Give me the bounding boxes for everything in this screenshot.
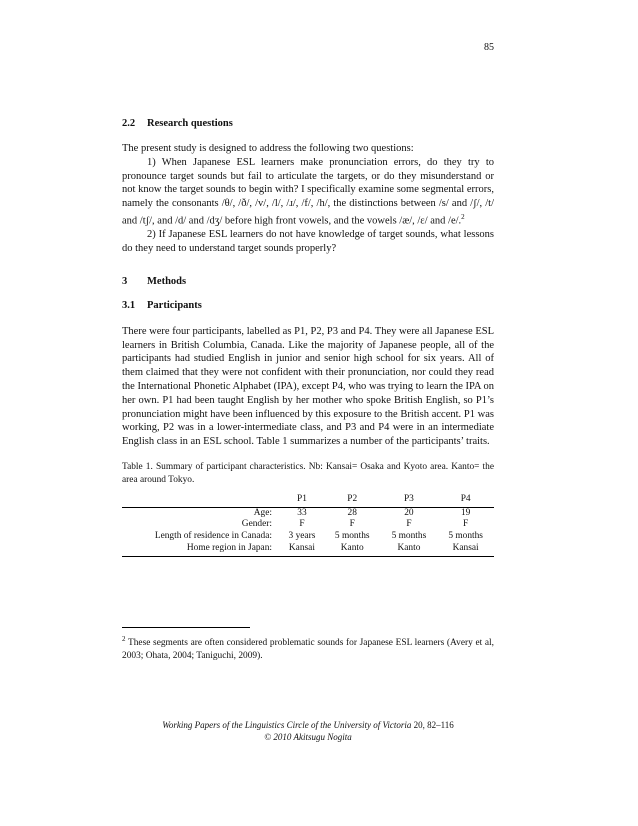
section-number: 2.2 xyxy=(122,118,136,129)
journal-citation xyxy=(122,720,494,732)
column-header: P1 xyxy=(280,494,324,507)
table-cell: F xyxy=(349,519,355,530)
rq-question-1 xyxy=(122,156,494,228)
footnote-mark: 2 xyxy=(122,635,126,643)
section-number: 3.1 xyxy=(122,299,136,311)
table-cell: F xyxy=(299,519,305,530)
page-number: 85 xyxy=(484,42,494,53)
table-cell: 20 xyxy=(404,507,414,518)
copyright-line: © 2010 Akitsugu Nogita xyxy=(264,732,352,742)
heading-participants xyxy=(122,300,494,311)
participant-table xyxy=(122,494,494,557)
table-cell: 5 months xyxy=(448,531,483,542)
rq-intro-paragraph: The present study is designed to address the following two questions: xyxy=(122,143,414,154)
column-header: P3 xyxy=(381,494,438,507)
table-cell: 5 months xyxy=(391,531,427,542)
table-cell: Kanto xyxy=(381,543,438,557)
table-row xyxy=(122,519,494,531)
table-cell: Kansai xyxy=(437,543,494,557)
table-row xyxy=(122,531,494,543)
table-caption: Table 1. Summary of participant characteristics. Nb: Kansai= Osaka and Kyoto area. Kanto= the area around Tokyo. xyxy=(122,462,494,485)
column-header: P4 xyxy=(437,494,494,507)
rq-question-1-text: 1) When Japanese ESL learners make pronunciation errors, do they try to pronounce target sounds but fail to articulate the targets, or do they misunderstand or not know the target sounds to begin with? I specifically examine some segmental errors, namely the consonants /θ/, /ð/, /v/, /l/, /ɹ/, /f/, /h/, the distinctions between /s/ and /ʃ/, /t/ and /tʃ/, and /d/ and /dʒ/ before high front vowels, and the vowels /æ/, /ɛ/ and /e/. xyxy=(122,156,494,227)
row-label: Age: xyxy=(253,507,272,518)
page-body xyxy=(122,118,494,557)
table-cell: 5 months xyxy=(334,531,370,542)
journal-issue: 20, 82–116 xyxy=(413,720,454,730)
table-row xyxy=(122,543,494,557)
footnote xyxy=(122,633,494,662)
table-cell: 33 xyxy=(297,507,307,518)
table-cell: F xyxy=(406,519,412,530)
table-cell: 3 years xyxy=(288,531,316,542)
table-cell: F xyxy=(463,519,469,530)
heading-methods xyxy=(122,276,494,287)
table-cell: 28 xyxy=(347,507,357,518)
table-row xyxy=(122,507,494,519)
journal-title: Working Papers of the Linguistics Circle of the University of Victoria xyxy=(162,720,412,730)
footnote-divider xyxy=(122,627,250,628)
row-label: Length of residence in Canada: xyxy=(154,531,272,542)
section-title: Methods xyxy=(147,275,187,287)
table-header-row xyxy=(122,494,494,507)
footnote-reference: 2 xyxy=(461,212,465,221)
section-number: 3 xyxy=(122,275,128,287)
footnote-text: These segments are often considered problematic sounds for Japanese ESL learners (Avery et al, 2003; Ohata, 2004; Taniguchi, 2009). xyxy=(122,638,494,661)
rq-question-2: 2) If Japanese ESL learners do not have knowledge of target sounds, what lessons do they need to understand target sounds properly? xyxy=(122,229,494,255)
heading-research-questions xyxy=(122,118,494,129)
column-header: P2 xyxy=(324,494,381,507)
participants-paragraph: There were four participants, labelled as P1, P2, P3 and P4. They were all Japanese ESL learners in British Columbia, Canada. Like the majority of Japanese people, all of the participants had studied English in junior and senior high school for six years. All of them claimed that they were not confident with their pronunciation, nor could they read the International Phonetic Alphabet (IPA), except P4, who was trying to learn the IPA on her own. P1 had been taught English by her mother who spoke British English, so P1’s pronunciation might have been influenced by this exposure to the British accent. P1 was working, P2 was in a lower-intermediate class, and P3 and P4 were in an intermediate English class in an ESL school. Table 1 summarizes a number of the participants’ traits. xyxy=(122,325,494,448)
table-cell: Kansai xyxy=(280,543,324,557)
row-label: Gender: xyxy=(241,519,272,530)
table-corner-cell xyxy=(122,494,280,507)
row-label: Home region in Japan: xyxy=(122,543,280,557)
section-title: Participants xyxy=(147,299,202,311)
table-cell: 19 xyxy=(460,507,471,518)
section-title: Research questions xyxy=(147,118,233,129)
table-cell: Kanto xyxy=(324,543,381,557)
